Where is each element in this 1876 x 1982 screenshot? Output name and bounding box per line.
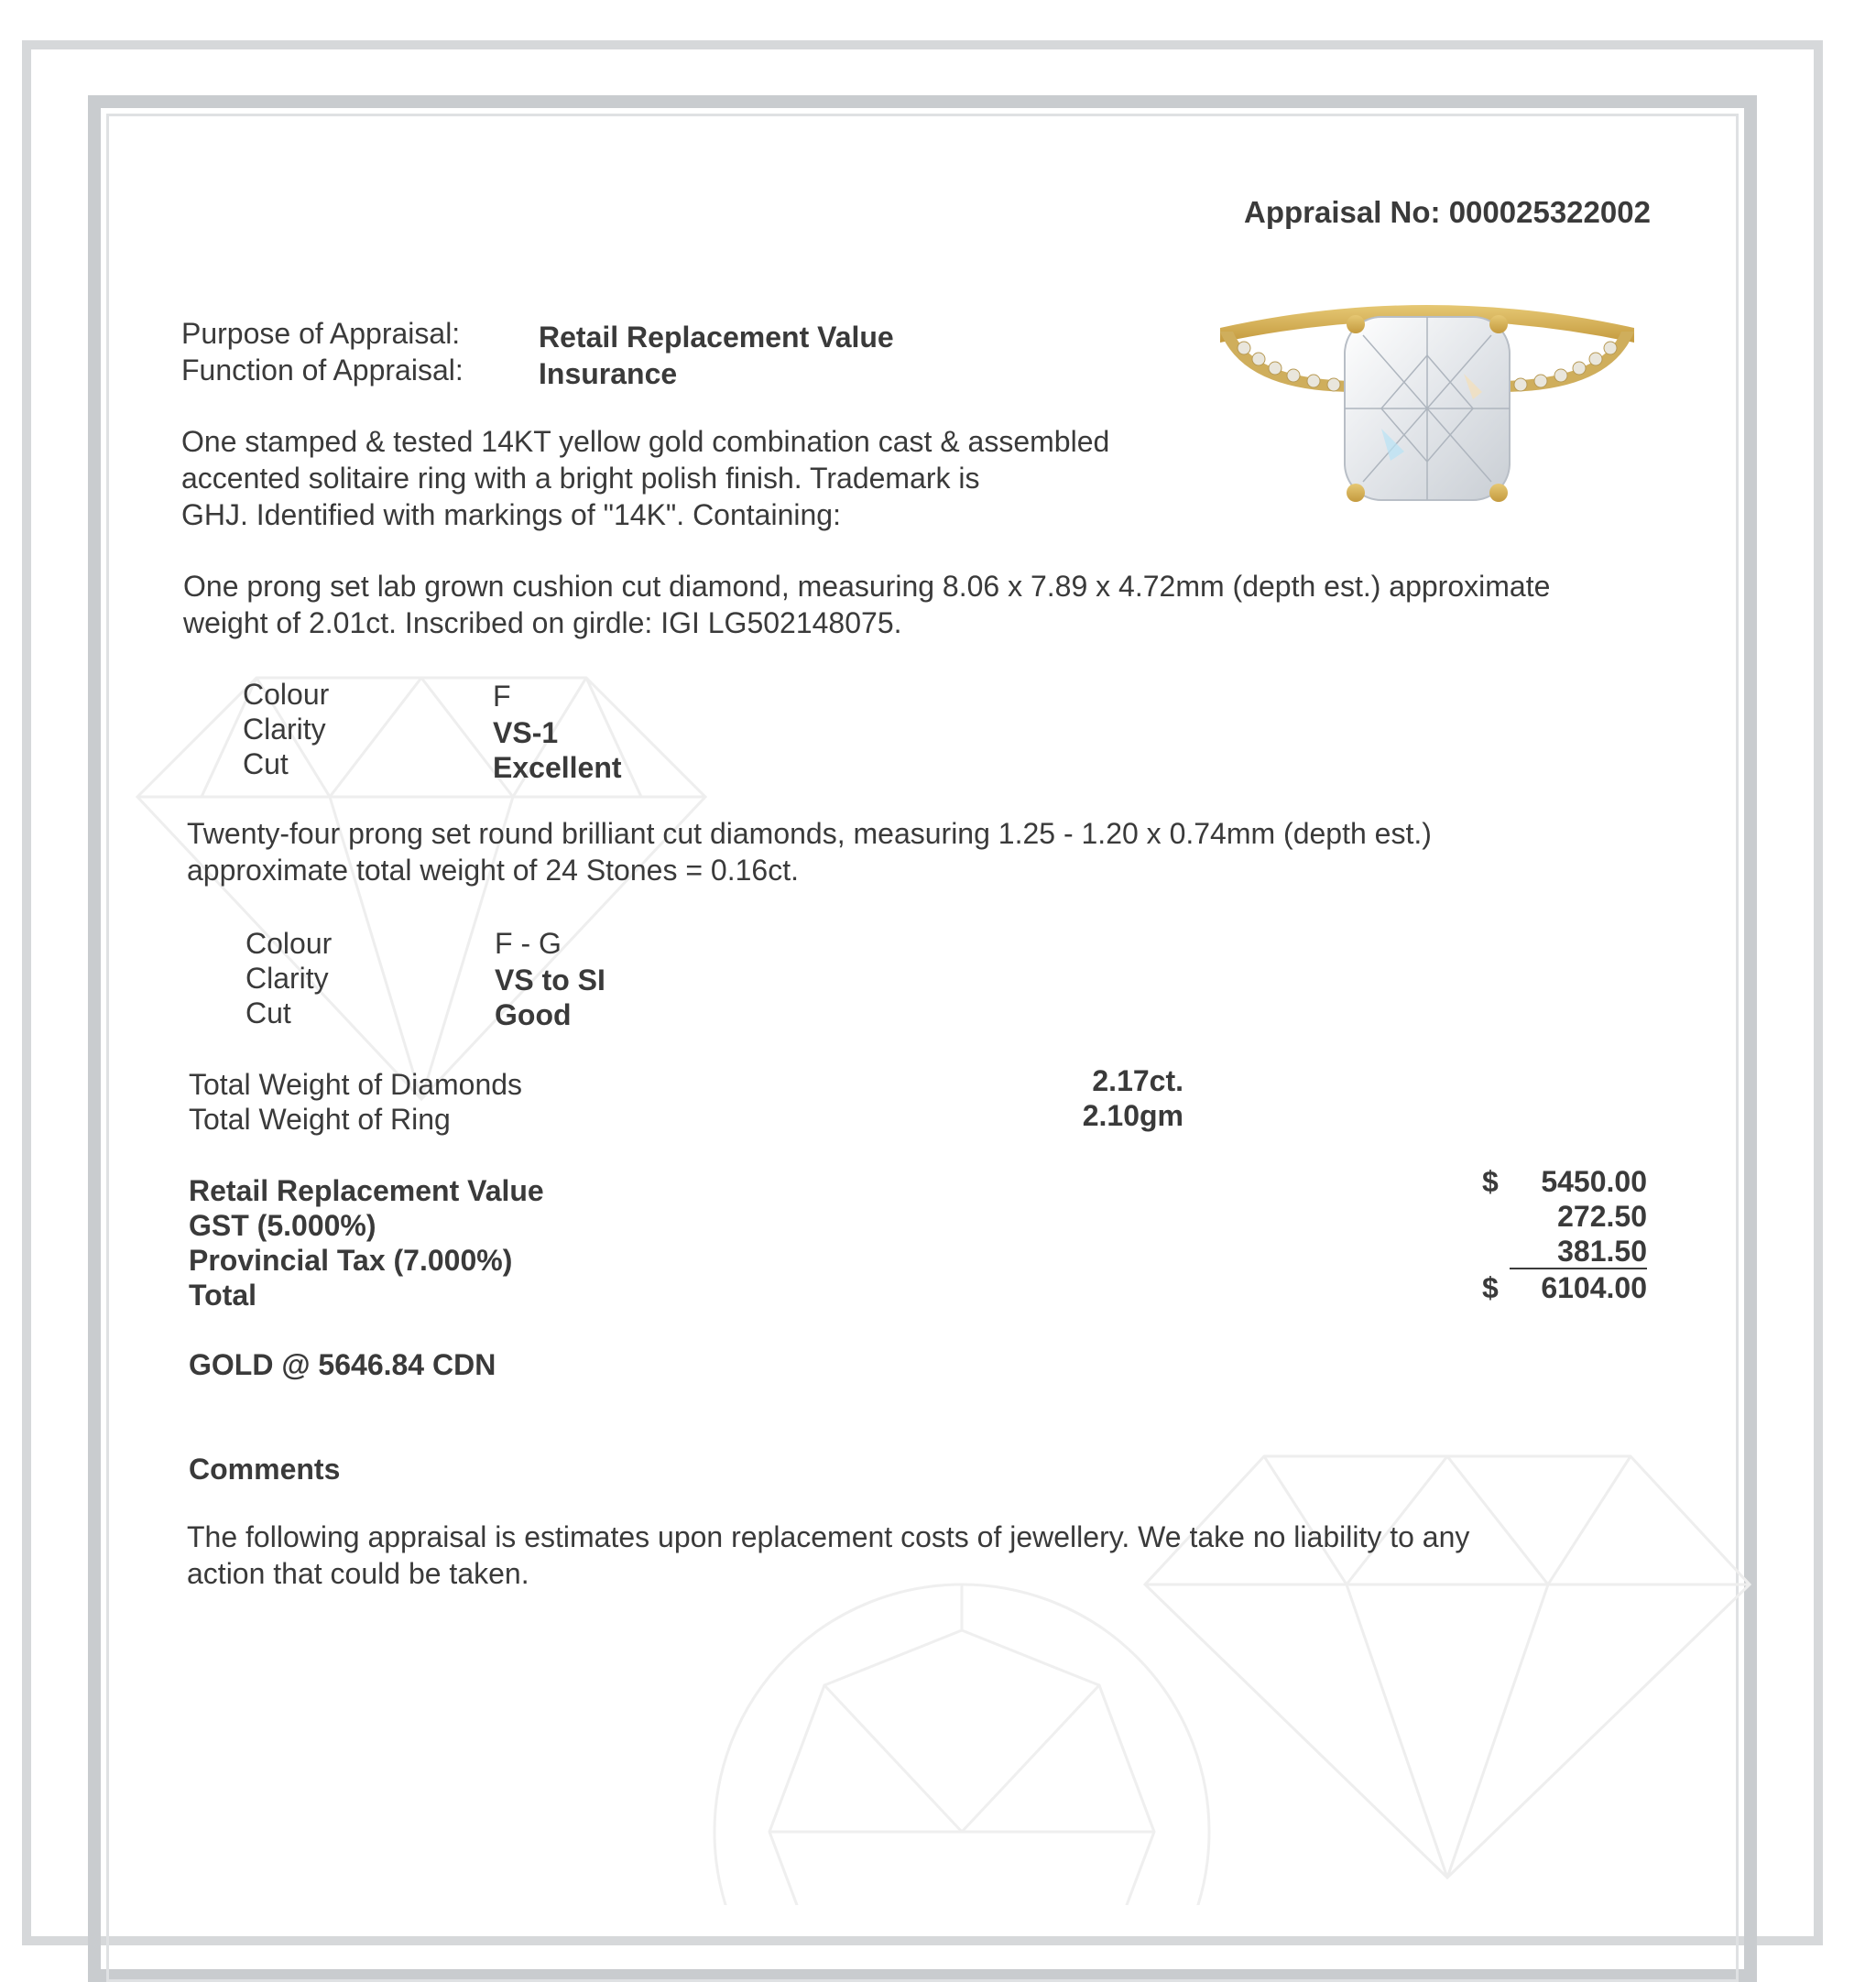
- total-currency: $: [1482, 1271, 1499, 1304]
- center-cut-label: Cut: [243, 747, 289, 780]
- accent-stone-line: approximate total weight of 24 Stones = 0.16ct.: [187, 854, 799, 887]
- total-label: Total: [189, 1279, 257, 1312]
- center-stone-line: One prong set lab grown cushion cut diamond, measuring 8.06 x 7.89 x 4.72mm (depth est.) approximate: [183, 570, 1551, 603]
- comments-text: [187, 1519, 1469, 1592]
- total-diamond-weight-value: 2.17ct.: [1092, 1064, 1183, 1097]
- accent-cut-label: Cut: [245, 996, 291, 1029]
- ring-description: [181, 423, 1109, 533]
- comments-heading: Comments: [189, 1453, 341, 1486]
- purpose-value: Retail Replacement Value: [539, 321, 894, 354]
- function-label: Function of Appraisal:: [181, 354, 464, 387]
- gst-label: GST (5.000%): [189, 1209, 376, 1242]
- accent-colour-label: Colour: [245, 927, 333, 960]
- accent-stone-line: Twenty-four prong set round brilliant cut diamonds, measuring 1.25 - 1.20 x 0.74mm (depth est.): [187, 817, 1432, 850]
- purpose-label: Purpose of Appraisal:: [181, 317, 461, 350]
- description-line: One stamped & tested 14KT yellow gold combination cast & assembled: [181, 425, 1110, 458]
- retail-value-label: Retail Replacement Value: [189, 1174, 544, 1207]
- description-line: accented solitaire ring with a bright polish finish. Trademark is: [181, 462, 980, 495]
- center-stone-line: weight of 2.01ct. Inscribed on girdle: IGI LG502148075.: [183, 606, 902, 639]
- gold-price: GOLD @ 5646.84 CDN: [189, 1348, 496, 1381]
- total-diamond-weight-label: Total Weight of Diamonds: [189, 1068, 523, 1101]
- center-cut-value: Excellent: [493, 751, 622, 784]
- center-clarity-value: VS-1: [493, 716, 559, 749]
- gst-amount: 272.50: [1557, 1200, 1647, 1233]
- comments-line: action that could be taken.: [187, 1557, 529, 1590]
- center-clarity-label: Clarity: [243, 713, 326, 746]
- accent-stones-description: [187, 815, 1432, 888]
- center-colour-label: Colour: [243, 678, 330, 711]
- provincial-tax-amount: 381.50: [1557, 1235, 1647, 1268]
- retail-value-currency: $: [1482, 1165, 1499, 1198]
- accent-cut-value: Good: [495, 998, 572, 1031]
- retail-value-amount: 5450.00: [1541, 1165, 1647, 1198]
- appraisal-number: Appraisal No: 000025322002: [1244, 195, 1651, 229]
- accent-clarity-value: VS to SI: [495, 964, 605, 996]
- accent-clarity-label: Clarity: [245, 962, 329, 995]
- accent-colour-value: F - G: [495, 927, 562, 960]
- provincial-tax-label: Provincial Tax (7.000%): [189, 1244, 513, 1277]
- description-line: GHJ. Identified with markings of "14K". Containing:: [181, 498, 841, 531]
- ring-photo: [1207, 291, 1647, 520]
- total-ring-weight-label: Total Weight of Ring: [189, 1103, 451, 1136]
- comments-line: The following appraisal is estimates upon replacement costs of jewellery. We take no liability to any: [187, 1520, 1470, 1553]
- total-amount: 6104.00: [1541, 1271, 1647, 1304]
- total-ring-weight-value: 2.10gm: [1082, 1099, 1183, 1132]
- center-colour-value: F: [493, 680, 511, 713]
- function-value: Insurance: [539, 357, 678, 390]
- center-stone-description: [183, 568, 1550, 641]
